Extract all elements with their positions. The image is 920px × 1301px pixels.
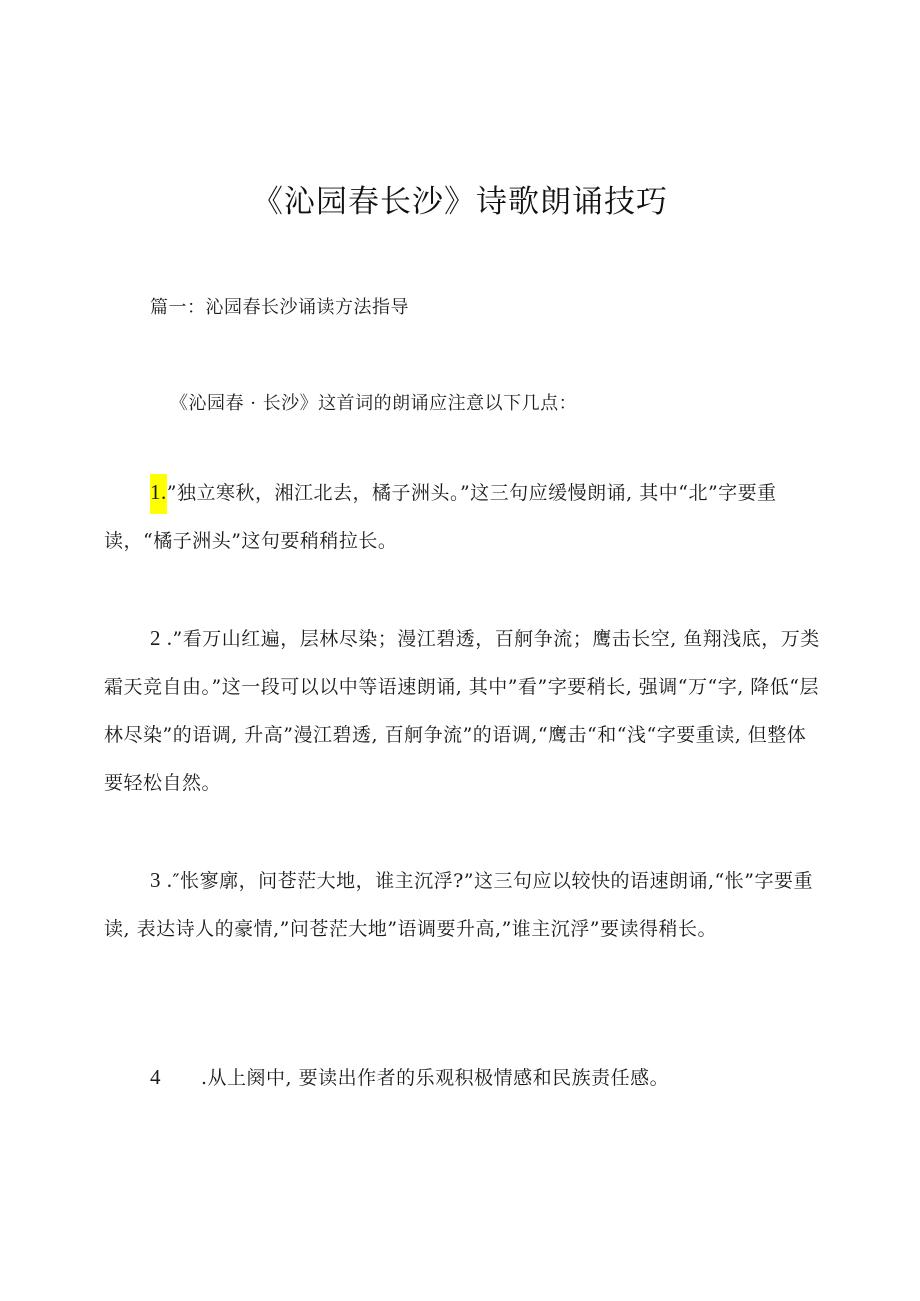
list-item xyxy=(104,614,824,807)
document-title: 《沁园春长沙》诗歌朗诵技巧 xyxy=(252,184,668,220)
list-item xyxy=(104,468,824,565)
item-number: 2 . xyxy=(150,626,173,650)
item-text: ”看万山红遍，层林尽染；漫江碧透，百舸争流；鹰击长空, 鱼翔浅底，万类霜天竞自由。”这一段可以以中等语速朗诵, 其中”看”字要稍长, 强调“万“字, 降低“层林尽染”的语调, 升高”漫江碧透, 百舸争流”的语调,“鹰击“和“浅“字要重读, 但整体要轻松自然。 xyxy=(104,628,820,794)
section-subtitle: 篇一：沁园春长沙诵读方法指导 xyxy=(150,297,409,318)
list-item xyxy=(150,1053,870,1102)
list-item xyxy=(104,856,824,953)
item-text: ”独立寒秋，湘江北去，橘子洲头。”这三句应缓慢朗诵, 其中“北”字要重读，“橘子洲头”这句要稍稍拉长。 xyxy=(104,482,777,552)
item-number: 4 xyxy=(150,1065,161,1089)
item-text: .从上阕中, 要读出作者的乐观积极情感和民族责任感。 xyxy=(201,1067,670,1089)
item-number-highlighted: 1. xyxy=(150,474,167,514)
intro-paragraph: 《沁园春 · 长沙》这首词的朗诵应注意以下几点： xyxy=(170,393,578,414)
item-number: 3 . xyxy=(150,868,173,892)
item-text: ″怅寥廓，问苍茫大地，谁主沉浮?”这三句应以较快的语速朗诵,“怅”字要重读, 表达诗人的豪情,”问苍茫大地”语调要升高,”谁主沉浮”要读得稍长。 xyxy=(104,870,813,940)
